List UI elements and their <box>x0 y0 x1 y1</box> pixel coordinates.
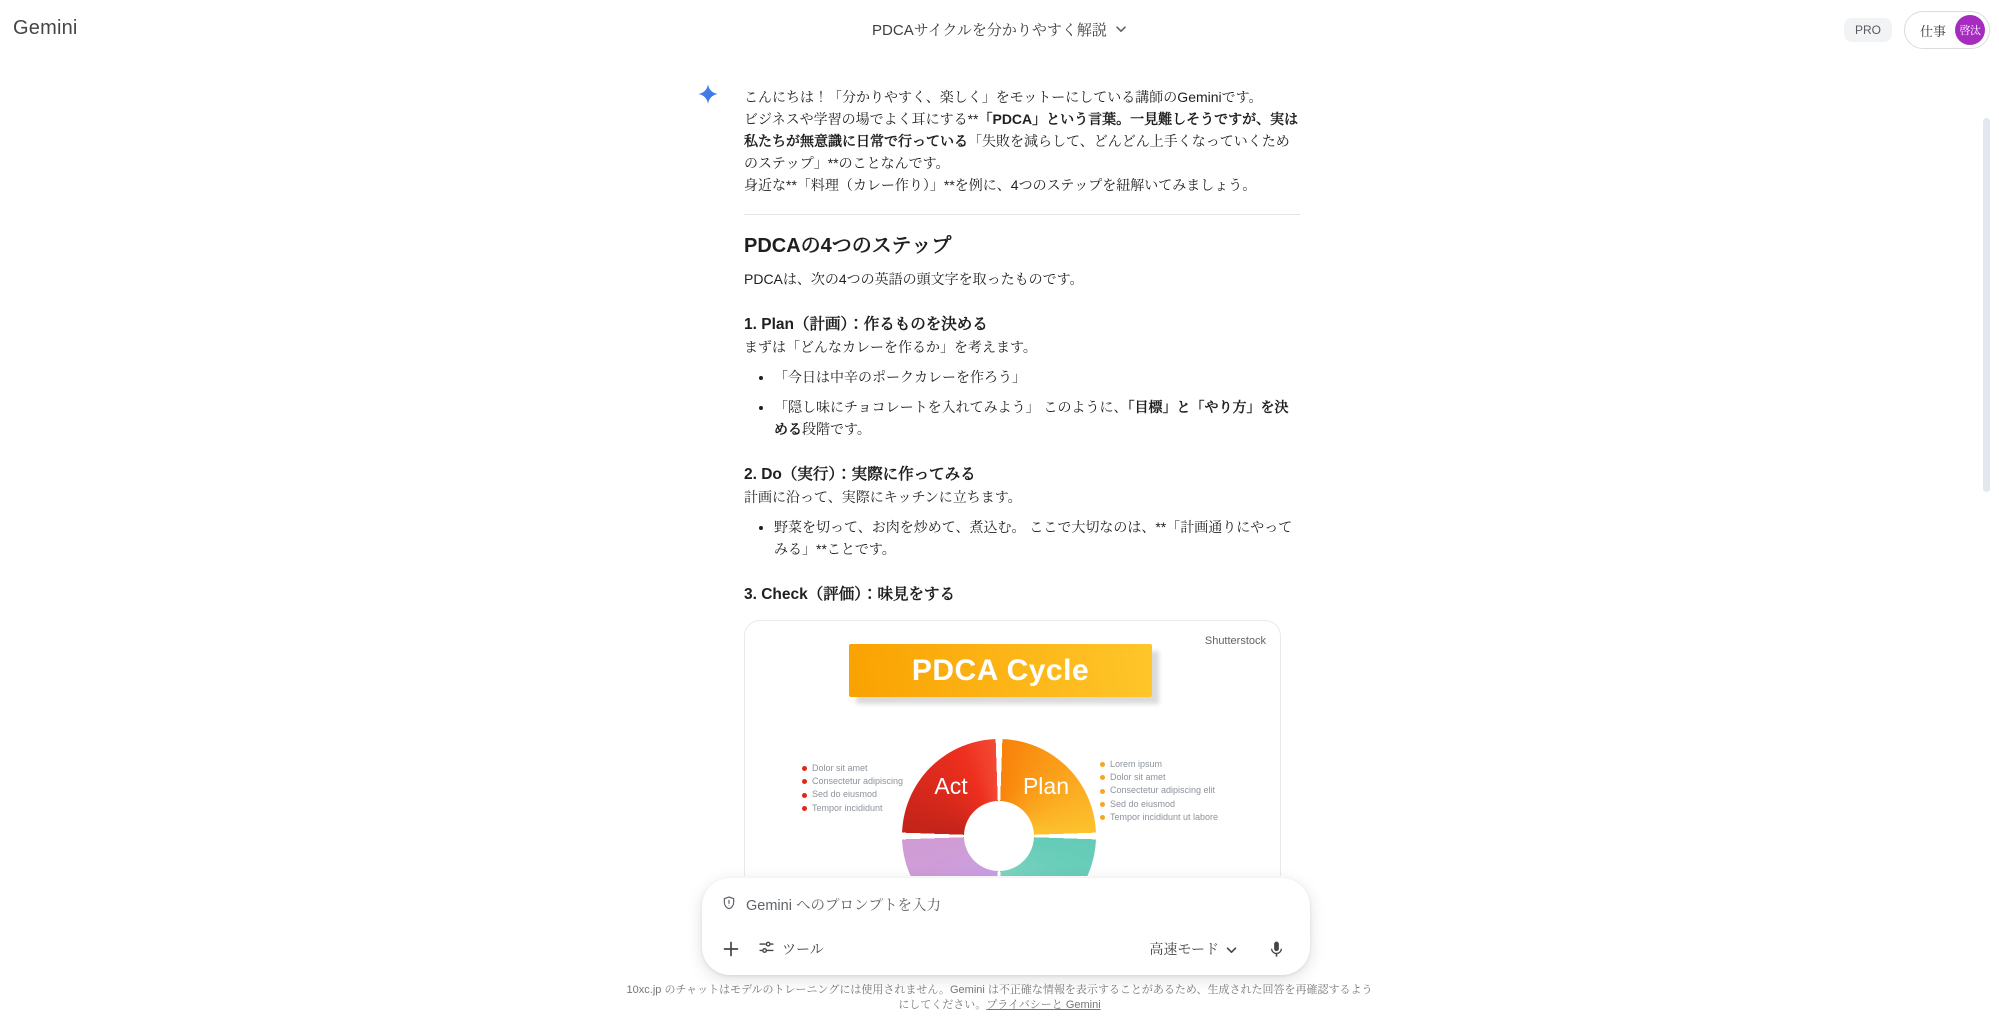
conversation-title: PDCAサイクルを分かりやすく解説 <box>872 21 1107 39</box>
step2-heading: 2. Do（実行）：実際に作ってみる <box>744 466 976 483</box>
paragraph-greeting: こんにちは！「分かりやすく、楽しく」をモットーにしている講師のGeminiです。 <box>744 89 1263 105</box>
conversation-title-menu[interactable] <box>872 0 1127 58</box>
list-item: • 「今日は中辛のポークカレーを作ろう」 <box>774 366 1300 388</box>
bullet-dot <box>1100 802 1105 807</box>
bullet-dot <box>802 779 807 784</box>
bullet-dot <box>1100 815 1105 820</box>
segment-label-plan: Plan <box>1022 773 1070 799</box>
legend-item: Consectetur adipiscing <box>802 775 903 788</box>
mode-label: 高速モード <box>1149 941 1219 957</box>
step1-bullet-list <box>744 366 1300 440</box>
section-lead: PDCAは、次の4つの英語の頭文字を取ったものです。 <box>744 271 1084 287</box>
bullet-dot <box>1100 775 1105 780</box>
step1-lead: まずは「どんなカレーを作るか」を考えます。 <box>744 339 1037 355</box>
tools-label: ツール <box>782 941 824 957</box>
pdca-banner-title: PDCA Cycle <box>911 653 1090 687</box>
disclaimer-footer <box>0 983 1999 1012</box>
image-credit: Shutterstock <box>1204 635 1266 647</box>
prompt-composer[interactable] <box>702 878 1310 975</box>
bullet-dot <box>1100 789 1105 794</box>
workspace-label: 仕事 <box>1919 23 1946 39</box>
account-button[interactable] <box>1904 11 1990 49</box>
tune-icon <box>758 939 775 959</box>
bullet-dot <box>802 806 807 811</box>
gemini-logo[interactable]: Gemini <box>13 17 78 39</box>
shield-icon <box>721 895 737 916</box>
bullet-dot <box>1100 762 1105 767</box>
top-app-bar <box>0 0 1999 60</box>
prompt-row <box>702 878 1310 916</box>
bullet-dot <box>802 793 807 798</box>
pro-badge: PRO <box>1844 18 1892 42</box>
header-right-cluster <box>1844 11 1990 49</box>
chevron-down-icon <box>1116 20 1127 38</box>
legend-item: Lorem ipsum <box>1100 758 1218 771</box>
section-heading: PDCAの4つのステップ <box>744 235 952 257</box>
legend-item: Tempor incididunt ut labore <box>1100 811 1218 824</box>
donut-hole <box>964 801 1034 871</box>
pdca-banner <box>849 644 1152 697</box>
legend-item: Tempor incididunt <box>802 802 903 815</box>
disclaimer-line1: 10xc.jp のチャットはモデルのトレーニングには使用されません。Gemini は不正確な情報を表示することがあるため、生成された回答を再確認するよう <box>626 984 1373 996</box>
legend-item: Sed do eiusmod <box>802 788 903 801</box>
plan-legend-list <box>1100 758 1218 824</box>
add-attachment-button[interactable] <box>716 934 746 964</box>
chevron-down-icon <box>1226 941 1237 957</box>
legend-item: Sed do eiusmod <box>1100 798 1218 811</box>
privacy-link[interactable]: プライバシーと Gemini <box>986 998 1101 1011</box>
step3-heading: 3. Check（評価）：味見をする <box>744 586 956 603</box>
section-divider <box>744 214 1300 215</box>
prompt-input[interactable] <box>746 898 1290 914</box>
legend-item: Dolor sit amet <box>802 762 903 775</box>
composer-toolbar <box>702 934 1310 964</box>
step1-heading: 1. Plan（計画）：作るものを決める <box>744 316 988 333</box>
step2-bullet-list <box>744 516 1300 560</box>
step2-lead: 計画に沿って、実際にキッチンに立ちます。 <box>744 489 1022 505</box>
segment-label-act: Act <box>934 773 968 799</box>
disclaimer-line2: にしてください。プライバシーと Gemini <box>898 998 1101 1011</box>
legend-item: Consectetur adipiscing elit <box>1100 784 1218 797</box>
act-legend-list <box>802 762 903 815</box>
gemini-sparkle-icon <box>698 84 718 104</box>
list-item: • 「隠し味にチョコレートを入れてみよう」 このように、「目標」と「やり方」を決める段階です。 <box>774 396 1300 440</box>
list-item: • 野菜を切って、お肉を炒めて、煮込む。 ここで大切なのは、**「計画通りにやってみる」**ことです。 <box>774 516 1300 560</box>
paragraph-intro: ビジネスや学習の場でよく耳にする**「PDCA」という言葉。一見難しそうですが、実は私たちが無意識に日常で行っている「失敗を減らして、どんどん上手くなっていくためのステップ」**のことなんです。 <box>744 111 1299 171</box>
microphone-button[interactable] <box>1261 934 1291 964</box>
tools-button[interactable] <box>758 939 824 959</box>
avatar[interactable]: 啓汰 <box>1955 15 1985 45</box>
paragraph-example: 身近な**「料理（カレー作り）」**を例に、4つのステップを紐解いてみましょう。 <box>744 177 1257 193</box>
model-response <box>744 86 1300 952</box>
bullet-dot <box>802 766 807 771</box>
legend-item: Dolor sit amet <box>1100 771 1218 784</box>
scrollbar-thumb[interactable] <box>1983 118 1990 492</box>
model-mode-selector[interactable] <box>1150 939 1237 959</box>
